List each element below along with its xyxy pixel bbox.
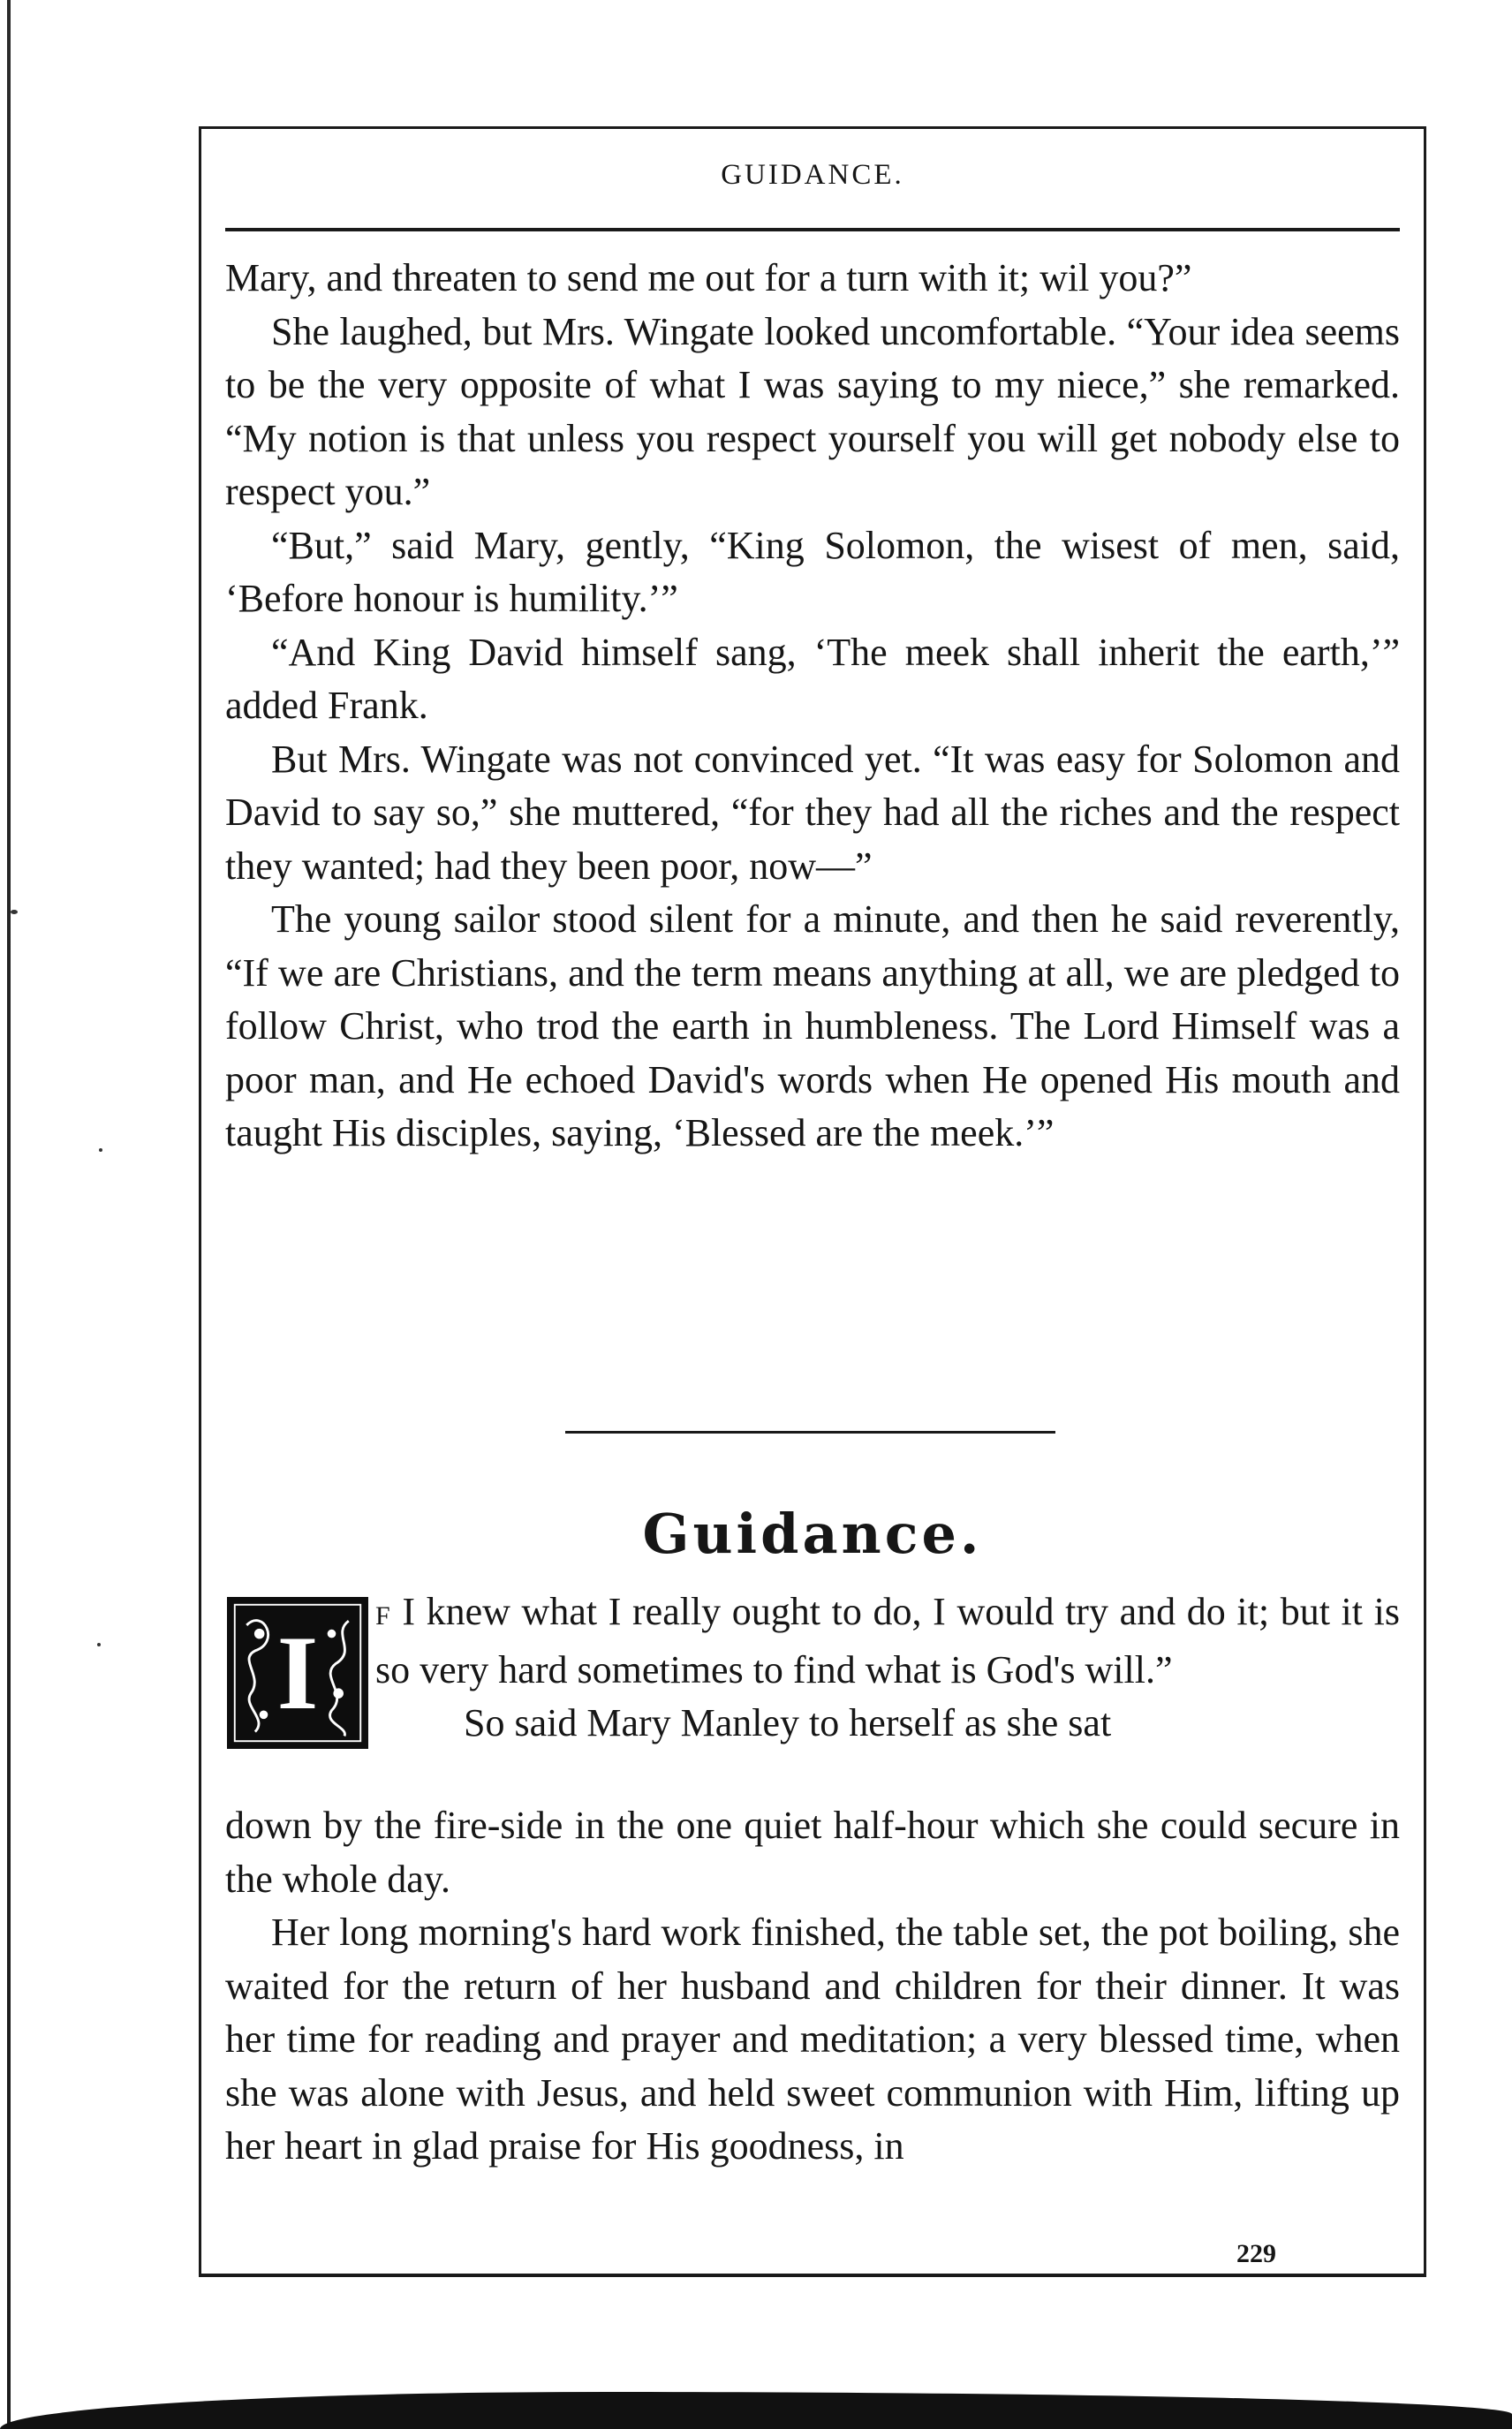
paragraph: Her long morning's hard work finished, the table set, the pot boiling, she waited for the return of her husband and children for their dinner. It was her time for reading and prayer and meditation; a very blessed time, when she was alone with Jesus, and held sweet communion with Him, lifting up her heart in glad praise for His goodness, in [225, 1911, 1400, 2168]
section-opening [375, 1585, 1400, 1751]
continuation-lead: So said Mary Manley to herself as she sat [464, 1701, 1112, 1744]
paragraph: But Mrs. Wingate was not convinced yet. “It was easy for Solomon and David to say so,” she muttered, “for they had all the riches and the respect they wanted; had they been poor, now—” [225, 737, 1400, 888]
section-divider [565, 1431, 1055, 1434]
paragraph: “And King David himself sang, ‘The meek shall inherit the earth,’” added Frank. [225, 630, 1400, 727]
section-title: Guidance. [642, 1502, 983, 1566]
drop-cap-ornament [227, 1597, 368, 1749]
paragraph: Mary, and threaten to send me out for a turn with it; wil you?” [225, 256, 1192, 299]
page-number: 229 [1236, 2239, 1276, 2268]
section-body [225, 1799, 1400, 2174]
paragraph: down by the fire-side in the one quiet half-hour which she could secure in the whole day. [225, 1804, 1400, 1901]
opening-text: I knew what I really ought to do, I would try and do it; but it is so very hard sometimes to find what is God's will.” [375, 1590, 1400, 1691]
scan-speck [99, 1148, 102, 1152]
first-word-rest: F [375, 1601, 391, 1631]
paragraph: The young sailor stood silent for a minute, and then he said reverently, “If we are Christians, and the term means anything at all, we are pledged to follow Christ, who trod the earth in humbleness. The Lord Himself was a poor man, and He echoed David's words when He opened His mouth and taught His disciples, saying, ‘Blessed are the meek.’” [225, 897, 1400, 1154]
paragraph: She laughed, but Mrs. Wingate looked uncomfortable. “Your idea seems to be the very opposite of what I was saying to my niece,” she remarked. “My notion is that unless you respect yourself you will get nobody else to respect you.” [225, 309, 1400, 513]
scan-speck [11, 910, 18, 914]
ornament-vine-icon [230, 1600, 366, 1746]
paragraph: “But,” said Mary, gently, “King Solomon, the wisest of men, said, ‘Before honour is humility.’” [225, 523, 1400, 620]
story-text [225, 252, 1400, 1161]
scan-speck [97, 1643, 101, 1646]
scan-edge-left [7, 0, 11, 2429]
running-header: GUIDANCE. [721, 159, 904, 191]
header-rule [225, 228, 1400, 231]
drop-cap-letter: I [276, 1614, 319, 1731]
scan-edge-bottom [0, 2392, 1512, 2429]
opening-paragraph [375, 1585, 1400, 1697]
